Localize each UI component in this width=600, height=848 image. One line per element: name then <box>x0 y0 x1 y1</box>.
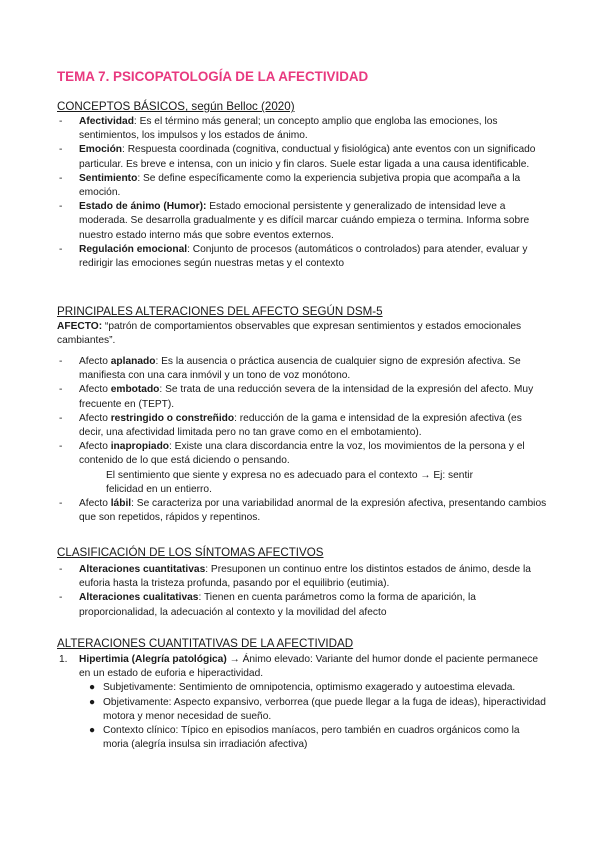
list-item: - Alteraciones cuantitativas: Presuponen un continuo entre los distintos estados de ánimo, desde la euforia hasta la tristeza profunda, pasando por el equilibrio (eutimia). <box>59 564 531 590</box>
list-item: - Afectividad: Es el término más general; un concepto amplio que engloba las emociones, los sentimientos, los impulsos y los estados de ánimo. <box>59 116 498 142</box>
list-item: - Afecto lábil: Se caracteriza por una variabilidad anormal de la expresión afectiva, presentando cambios que son repetidos, rápidos y repentinos. <box>59 498 547 524</box>
document-title: TEMA 7. PSICOPATOLOGÍA DE LA AFECTIVIDAD <box>57 69 369 84</box>
list-item: - Estado de ánimo (Humor): Estado emocional persistente y generalizado de intensidad leve a moderada. Se desarrolla gradualmente y es difícil marcar cuándo empieza o termina. Informa sobre nuestro estado interno más que sobre eventos externos. <box>59 201 530 241</box>
list-item: - Afecto aplanado: Es la ausencia o práctica ausencia de cualquier signo de expresión afectiva. Se manifiesta con una cara inmóvil y un tono de voz monótono. <box>59 356 521 382</box>
list-item: - Regulación emocional: Conjunto de procesos (automáticos o controlados) para atender, evaluar y redirigir las emociones según nuestras metas y el contexto <box>59 243 528 270</box>
alteraciones-afecto-list <box>57 355 547 525</box>
section-heading-dsm5: PRINCIPALES ALTERACIONES DEL AFECTO SEGÚN DSM-5 <box>57 305 383 318</box>
clasificacion-list <box>57 563 547 620</box>
example-text: El sentimiento que siente y expresa no es adecuado para el contexto → Ej: sentir felicidad en un entierro. <box>106 469 473 495</box>
section-heading-conceptos: CONCEPTOS BÁSICOS, según Belloc (2020) <box>57 100 295 113</box>
cuantitativas-list <box>57 653 547 752</box>
conceptos-list <box>57 115 547 271</box>
list-item: - Sentimiento: Se define específicamente como la experiencia subjetiva propia que acompaña a la emoción. <box>59 172 521 199</box>
bullet-item: ● Contexto clínico: Típico en episodios maníacos, pero también en cuadros orgánicos como la moria (alegría insulsa sin irradiación afectiva) <box>89 725 520 751</box>
afecto-definition: AFECTO: “patrón de comportamientos observables que expresan sentimientos y estados emocionales cambiantes”. <box>57 321 522 347</box>
section-heading-clasificacion: CLASIFICACIÓN DE LOS SÍNTOMAS AFECTIVOS <box>57 546 324 559</box>
numbered-item: 1. Hipertimia (Alegría patológica) → Ánimo elevado: Variante del humor donde el paciente permanece en un estado de euforia e hiperactividad. <box>59 654 539 680</box>
bullet-item: ● Subjetivamente: Sentimiento de omnipotencia, optimismo exagerado y autoestima elevada. <box>89 682 516 694</box>
list-item: - Afecto restringido o constreñido: reducción de la gama e intensidad de la expresión afectiva (es decir, una afectividad limitada pero no tan grave como en el embotamiento). <box>59 412 522 439</box>
section-heading-cuantitativas: ALTERACIONES CUANTITATIVAS DE LA AFECTIVIDAD <box>57 637 354 650</box>
bullet-item: ● Objetivamente: Aspecto expansivo, verborrea (que puede llegar a la fuga de ideas), hiperactividad motora y menor necesidad de sueño. <box>89 696 546 722</box>
list-item: - Afecto inapropiado: Existe una clara discordancia entre la voz, los movimientos de la persona y el contenido de lo que está diciendo o pensando. <box>59 441 525 467</box>
list-item: - Afecto embotado: Se trata de una reducción severa de la intensidad de la expresión del afecto. Muy frecuente en (TEPT). <box>59 384 534 410</box>
list-item: - Emoción: Respuesta coordinada (cognitiva, conductual y fisiológica) ante eventos con un significado particular. Es breve e intensa, con un inicio y fin claros. Suele estar ligada a una causa identificable. <box>59 144 536 170</box>
bullet-list <box>57 681 547 752</box>
list-item: - Alteraciones cualitativas: Tienen en cuenta parámetros como la forma de aparición, la proporcionalidad, la adecuación al contexto y la movilidad del afecto <box>59 592 476 618</box>
